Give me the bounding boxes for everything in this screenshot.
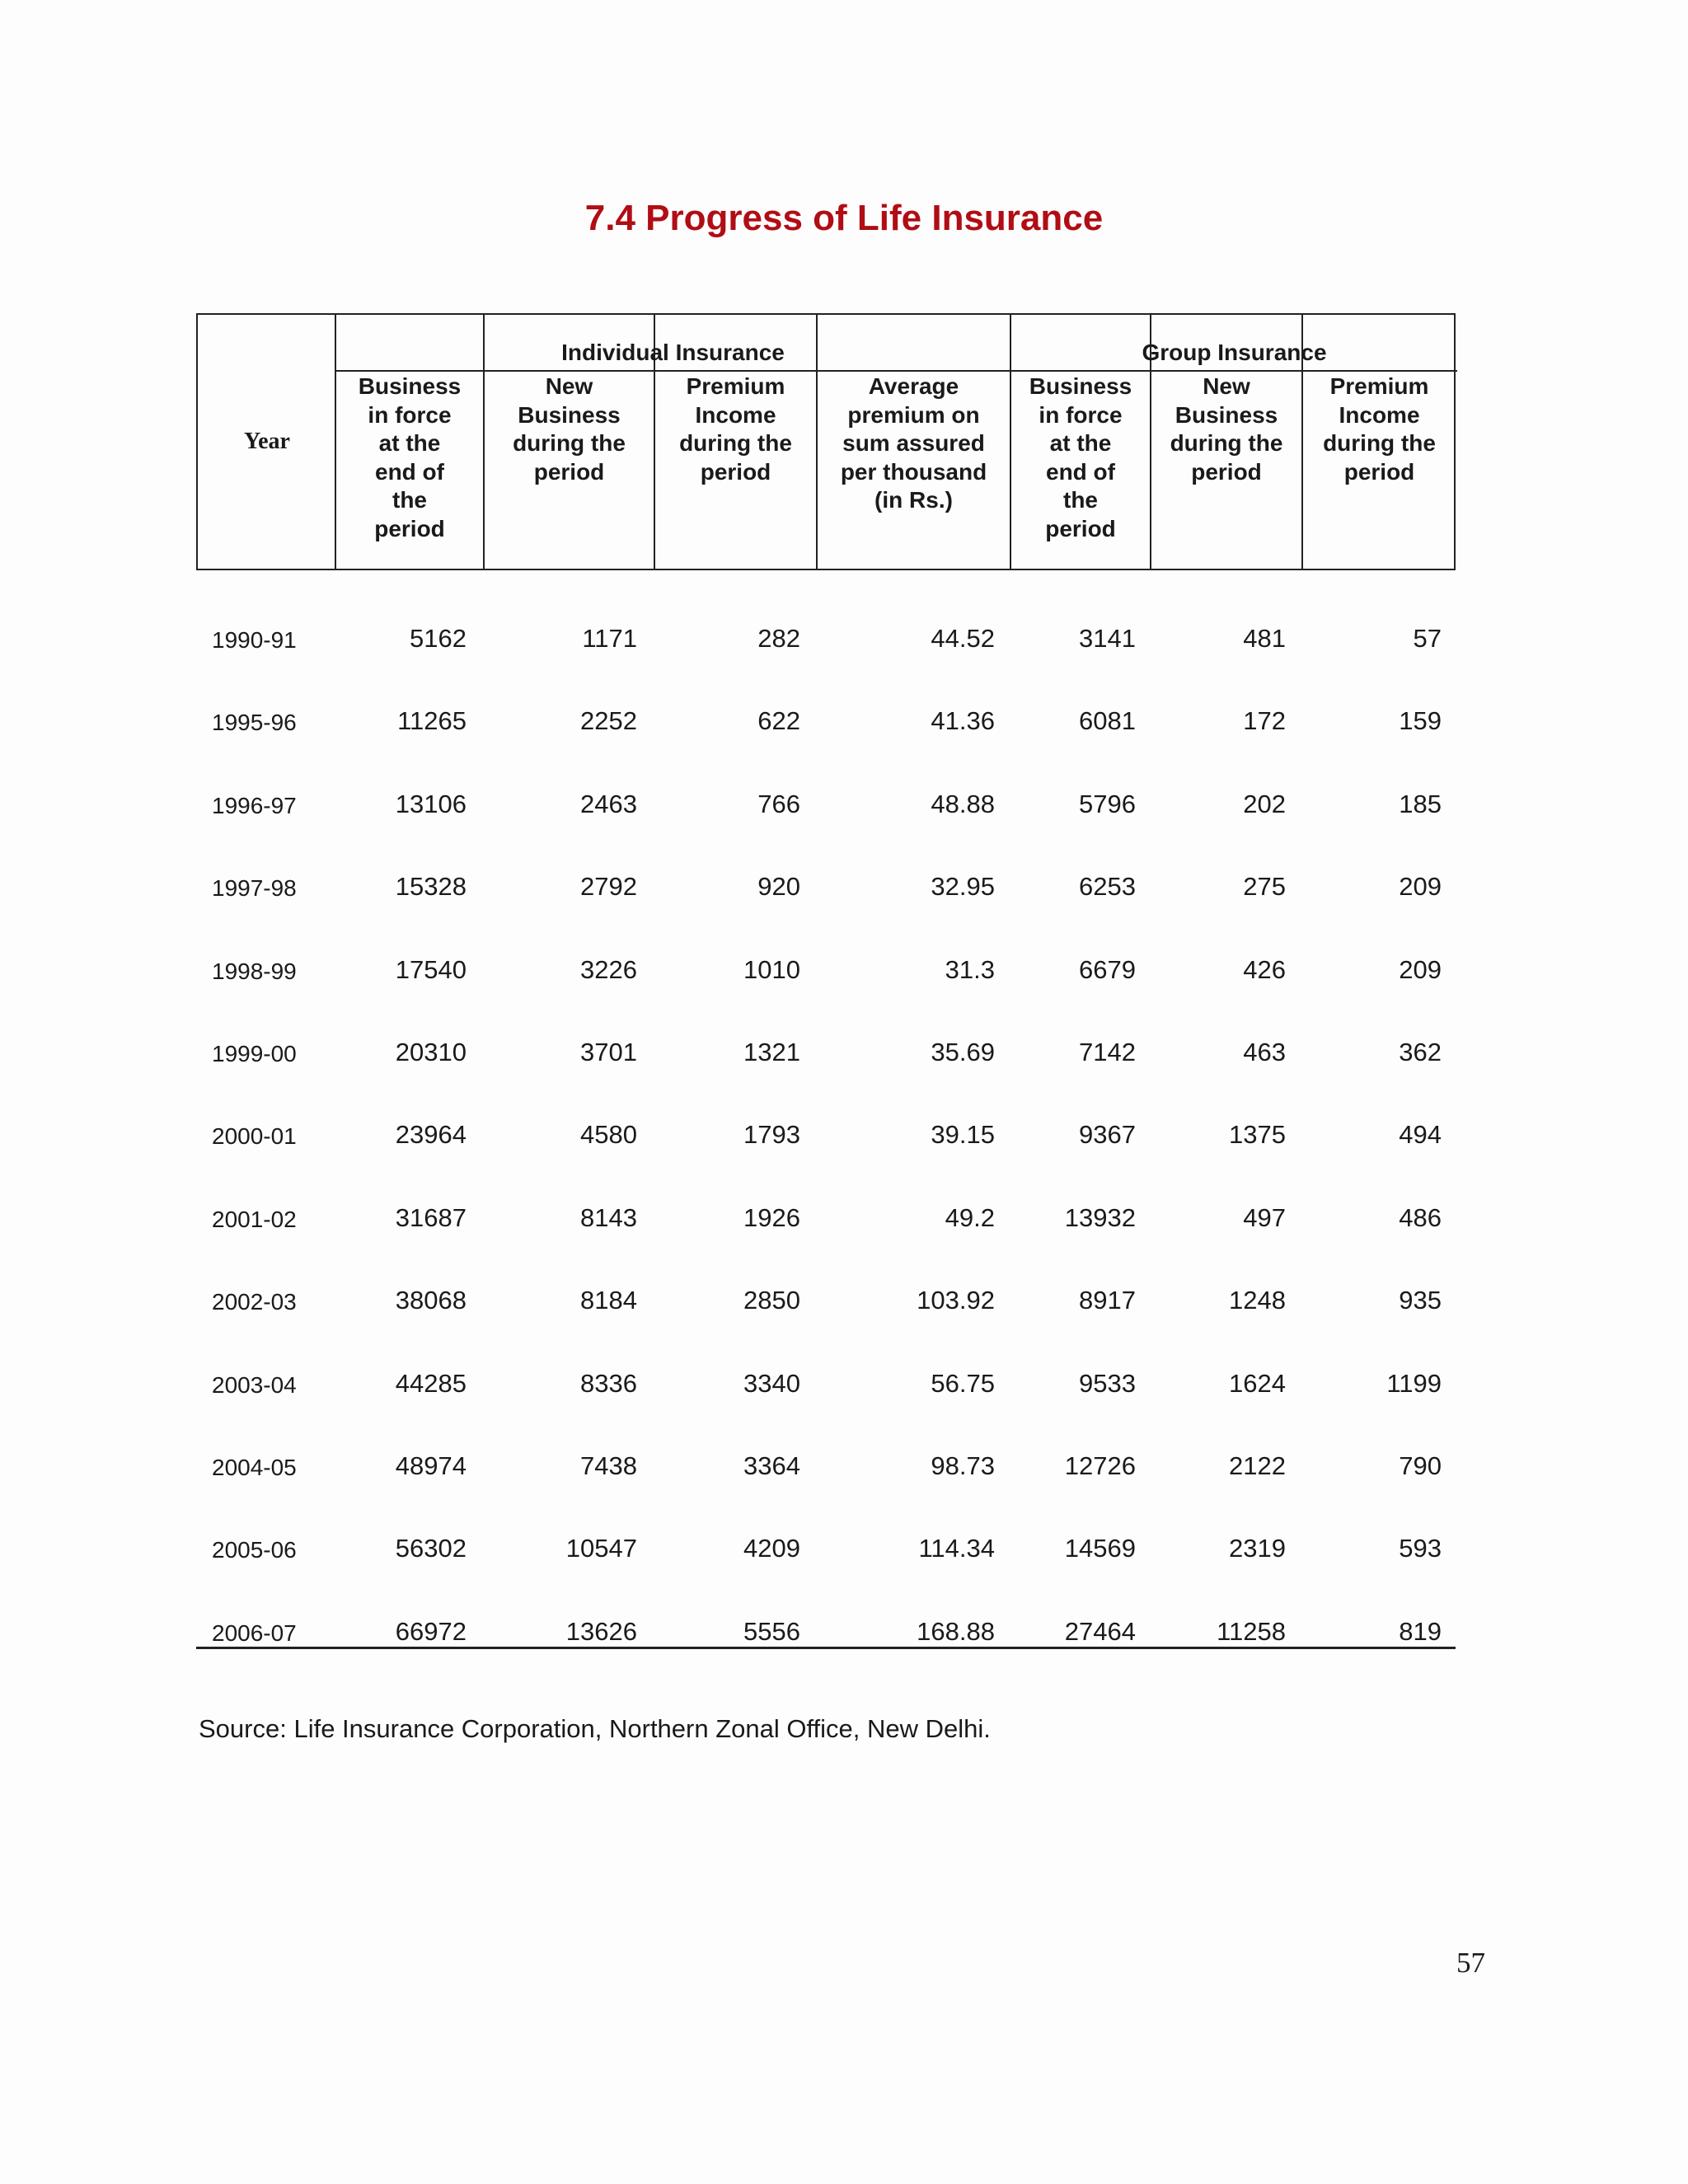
- indiv-premium-income-cell: 1321: [743, 1038, 800, 1066]
- indiv-new-business-cell: 3701: [580, 1038, 637, 1066]
- indiv-new-business-cell: 2792: [580, 872, 637, 902]
- indiv-new-business-cell: 1171: [582, 624, 637, 653]
- indiv-business-in-force-cell: 13106: [395, 789, 467, 818]
- indiv-premium-income-cell: 622: [757, 706, 800, 736]
- group-business-in-force-cell: 12726: [1064, 1451, 1136, 1480]
- page-title: 7.4 Progress of Life Insurance: [584, 198, 1104, 238]
- year-cell: 1997-98: [212, 875, 297, 902]
- table-row: [196, 955, 1456, 1005]
- table-row: [196, 1120, 1456, 1169]
- indiv-average-premium-cell: 35.69: [931, 1038, 995, 1066]
- group-business-in-force-cell: 6081: [1079, 706, 1136, 736]
- year-column-header: Year: [244, 429, 290, 454]
- table-row: [196, 706, 1456, 756]
- group-business-in-force-cell: 9367: [1079, 1120, 1136, 1150]
- table-row: [196, 1534, 1456, 1583]
- indiv-premium-income-cell: 766: [757, 789, 800, 818]
- year-cell: 2002-03: [212, 1289, 297, 1315]
- table-row: [196, 624, 1456, 673]
- indiv-average-premium-cell: 31.3: [945, 954, 995, 984]
- year-cell: 1990-91: [212, 627, 297, 653]
- indiv-premium-income-cell: 920: [757, 872, 800, 902]
- indiv-average-premium-cell: 39.15: [931, 1120, 995, 1150]
- indiv-average-premium-cell: 48.88: [931, 789, 995, 818]
- year-cell: 2003-04: [212, 1371, 297, 1398]
- indiv-new-business-cell: 13626: [565, 1616, 637, 1646]
- group-new-business-header: New Business during the period: [1170, 373, 1283, 485]
- group-premium-income-cell: 1199: [1386, 1368, 1442, 1398]
- indiv-new-business-cell: 7438: [580, 1451, 637, 1480]
- indiv-business-in-force-cell: 44285: [395, 1368, 467, 1398]
- indiv-premium-income-header: Premium Income during the period: [679, 373, 792, 485]
- group-new-business-cell: 463: [1243, 1038, 1286, 1066]
- indiv-new-business-cell: 10547: [565, 1534, 637, 1563]
- year-cell: 1996-97: [212, 792, 297, 818]
- indiv-average-premium-cell: 103.92: [917, 1286, 995, 1315]
- indiv-business-in-force-cell: 48974: [395, 1451, 467, 1480]
- indiv-premium-income-cell: 1926: [743, 1202, 800, 1232]
- group-premium-income-cell: 935: [1399, 1286, 1442, 1315]
- indiv-average-premium-header: Average premium on sum assured per thousand (in Rs.): [840, 373, 987, 513]
- table-row: [196, 1038, 1456, 1087]
- group-premium-income-cell: 362: [1399, 1038, 1442, 1066]
- table-row: [196, 790, 1456, 839]
- group-business-in-force-cell: 27464: [1064, 1616, 1136, 1646]
- group-premium-income-cell: 185: [1399, 789, 1442, 818]
- indiv-premium-income-cell: 3364: [743, 1451, 800, 1480]
- year-cell: 1998-99: [212, 958, 297, 984]
- indiv-business-in-force-cell: 56302: [395, 1534, 467, 1563]
- indiv-business-in-force-cell: 38068: [395, 1286, 467, 1315]
- table-row: [196, 872, 1456, 921]
- group-business-in-force-cell: 3141: [1079, 624, 1136, 653]
- group-divider: [336, 370, 1457, 372]
- group-premium-income-cell: 486: [1399, 1202, 1442, 1232]
- group-new-business-cell: 1248: [1229, 1286, 1286, 1315]
- indiv-new-business-cell: 8184: [580, 1286, 637, 1315]
- group-business-in-force-cell: 9533: [1079, 1368, 1136, 1398]
- indiv-average-premium-cell: 98.73: [931, 1451, 995, 1480]
- group-new-business-cell: 172: [1243, 706, 1286, 736]
- indiv-premium-income-cell: 3340: [743, 1368, 800, 1398]
- source-note: Source: Life Insurance Corporation, Northern Zonal Office, New Delhi.: [199, 1714, 991, 1743]
- indiv-average-premium-cell: 56.75: [931, 1368, 995, 1398]
- group-business-in-force-cell: 7142: [1079, 1038, 1136, 1066]
- table-row: [196, 1451, 1456, 1501]
- indiv-business-in-force-cell: 66972: [395, 1616, 467, 1646]
- table-row: [196, 1203, 1456, 1253]
- group-premium-income-cell: 494: [1399, 1120, 1442, 1150]
- group-premium-income-cell: 209: [1399, 872, 1442, 902]
- group-new-business-cell: 497: [1243, 1202, 1286, 1232]
- indiv-average-premium-cell: 41.36: [931, 706, 995, 736]
- table-bottom-rule: [196, 1647, 1456, 1649]
- indiv-average-premium-cell: 168.88: [917, 1616, 995, 1646]
- group-business-in-force-cell: 6253: [1079, 872, 1136, 902]
- group-new-business-cell: 426: [1243, 954, 1286, 984]
- table-row: [196, 1369, 1456, 1418]
- group-premium-income-cell: 159: [1399, 706, 1442, 736]
- table-row: [196, 1286, 1456, 1335]
- indiv-average-premium-cell: 114.34: [918, 1534, 995, 1563]
- indiv-premium-income-cell: 2850: [743, 1286, 800, 1315]
- group-business-in-force-cell: 8917: [1079, 1286, 1136, 1315]
- group-premium-income-cell: 790: [1399, 1451, 1442, 1480]
- table-row: [196, 1617, 1456, 1666]
- year-cell: 2004-05: [212, 1455, 297, 1480]
- indiv-premium-income-cell: 282: [757, 624, 800, 653]
- group-premium-income-cell: 209: [1399, 954, 1442, 984]
- group-premium-income-header: Premium Income during the period: [1323, 373, 1436, 485]
- group-business-in-force-cell: 14569: [1064, 1534, 1136, 1563]
- indiv-new-business-cell: 2252: [580, 706, 637, 736]
- group-new-business-cell: 2122: [1229, 1451, 1286, 1480]
- group-premium-income-cell: 819: [1399, 1616, 1442, 1646]
- year-cell: 2006-07: [212, 1619, 297, 1646]
- group-new-business-cell: 1375: [1229, 1120, 1286, 1150]
- indiv-new-business-cell: 4580: [580, 1120, 637, 1150]
- group-business-in-force-cell: 5796: [1079, 789, 1136, 818]
- indiv-average-premium-cell: 49.2: [945, 1202, 995, 1232]
- indiv-new-business-cell: 2463: [580, 789, 637, 818]
- indiv-business-in-force-cell: 11265: [397, 706, 467, 736]
- indiv-business-in-force-cell: 23964: [395, 1120, 467, 1150]
- group-new-business-cell: 481: [1243, 624, 1286, 653]
- group-business-in-force-cell: 6679: [1079, 954, 1136, 984]
- table-header: [196, 313, 1456, 570]
- indiv-business-in-force-cell: 5162: [410, 624, 467, 653]
- year-cell: 2000-01: [212, 1123, 297, 1150]
- indiv-new-business-cell: 8336: [580, 1368, 637, 1398]
- indiv-business-in-force-cell: 31687: [395, 1202, 467, 1232]
- indiv-new-business-cell: 3226: [580, 954, 637, 984]
- indiv-premium-income-cell: 4209: [743, 1534, 800, 1563]
- group-business-in-force-header: Business in force at the end of the period: [1029, 373, 1132, 541]
- indiv-average-premium-cell: 44.52: [931, 624, 995, 653]
- group-premium-income-cell: 57: [1413, 624, 1442, 653]
- indiv-new-business-cell: 8143: [580, 1202, 637, 1232]
- group-new-business-cell: 275: [1243, 872, 1286, 902]
- group-new-business-cell: 1624: [1229, 1368, 1286, 1398]
- year-cell: 1999-00: [212, 1041, 297, 1066]
- indiv-premium-income-cell: 1010: [743, 954, 800, 984]
- group-new-business-cell: 202: [1243, 789, 1286, 818]
- group-new-business-cell: 11258: [1217, 1616, 1286, 1646]
- indiv-premium-income-cell: 5556: [743, 1616, 800, 1646]
- indiv-premium-income-cell: 1793: [743, 1120, 800, 1150]
- group-new-business-cell: 2319: [1229, 1534, 1286, 1563]
- indiv-average-premium-cell: 32.95: [931, 872, 995, 902]
- indiv-business-in-force-header: Business in force at the end of the period: [358, 373, 462, 541]
- indiv-new-business-header: New Business during the period: [513, 373, 626, 485]
- indiv-business-in-force-cell: 20310: [395, 1038, 467, 1066]
- group-business-in-force-cell: 13932: [1064, 1202, 1136, 1232]
- indiv-business-in-force-cell: 17540: [395, 954, 467, 984]
- page-number: 57: [1456, 1947, 1485, 1979]
- year-cell: 2001-02: [212, 1206, 297, 1232]
- year-cell: 2005-06: [212, 1537, 297, 1563]
- indiv-business-in-force-cell: 15328: [395, 872, 467, 902]
- group-insurance-header: Group Insurance: [1142, 340, 1327, 365]
- group-premium-income-cell: 593: [1399, 1534, 1442, 1563]
- year-cell: 1995-96: [212, 710, 297, 736]
- individual-insurance-header: Individual Insurance: [561, 340, 785, 365]
